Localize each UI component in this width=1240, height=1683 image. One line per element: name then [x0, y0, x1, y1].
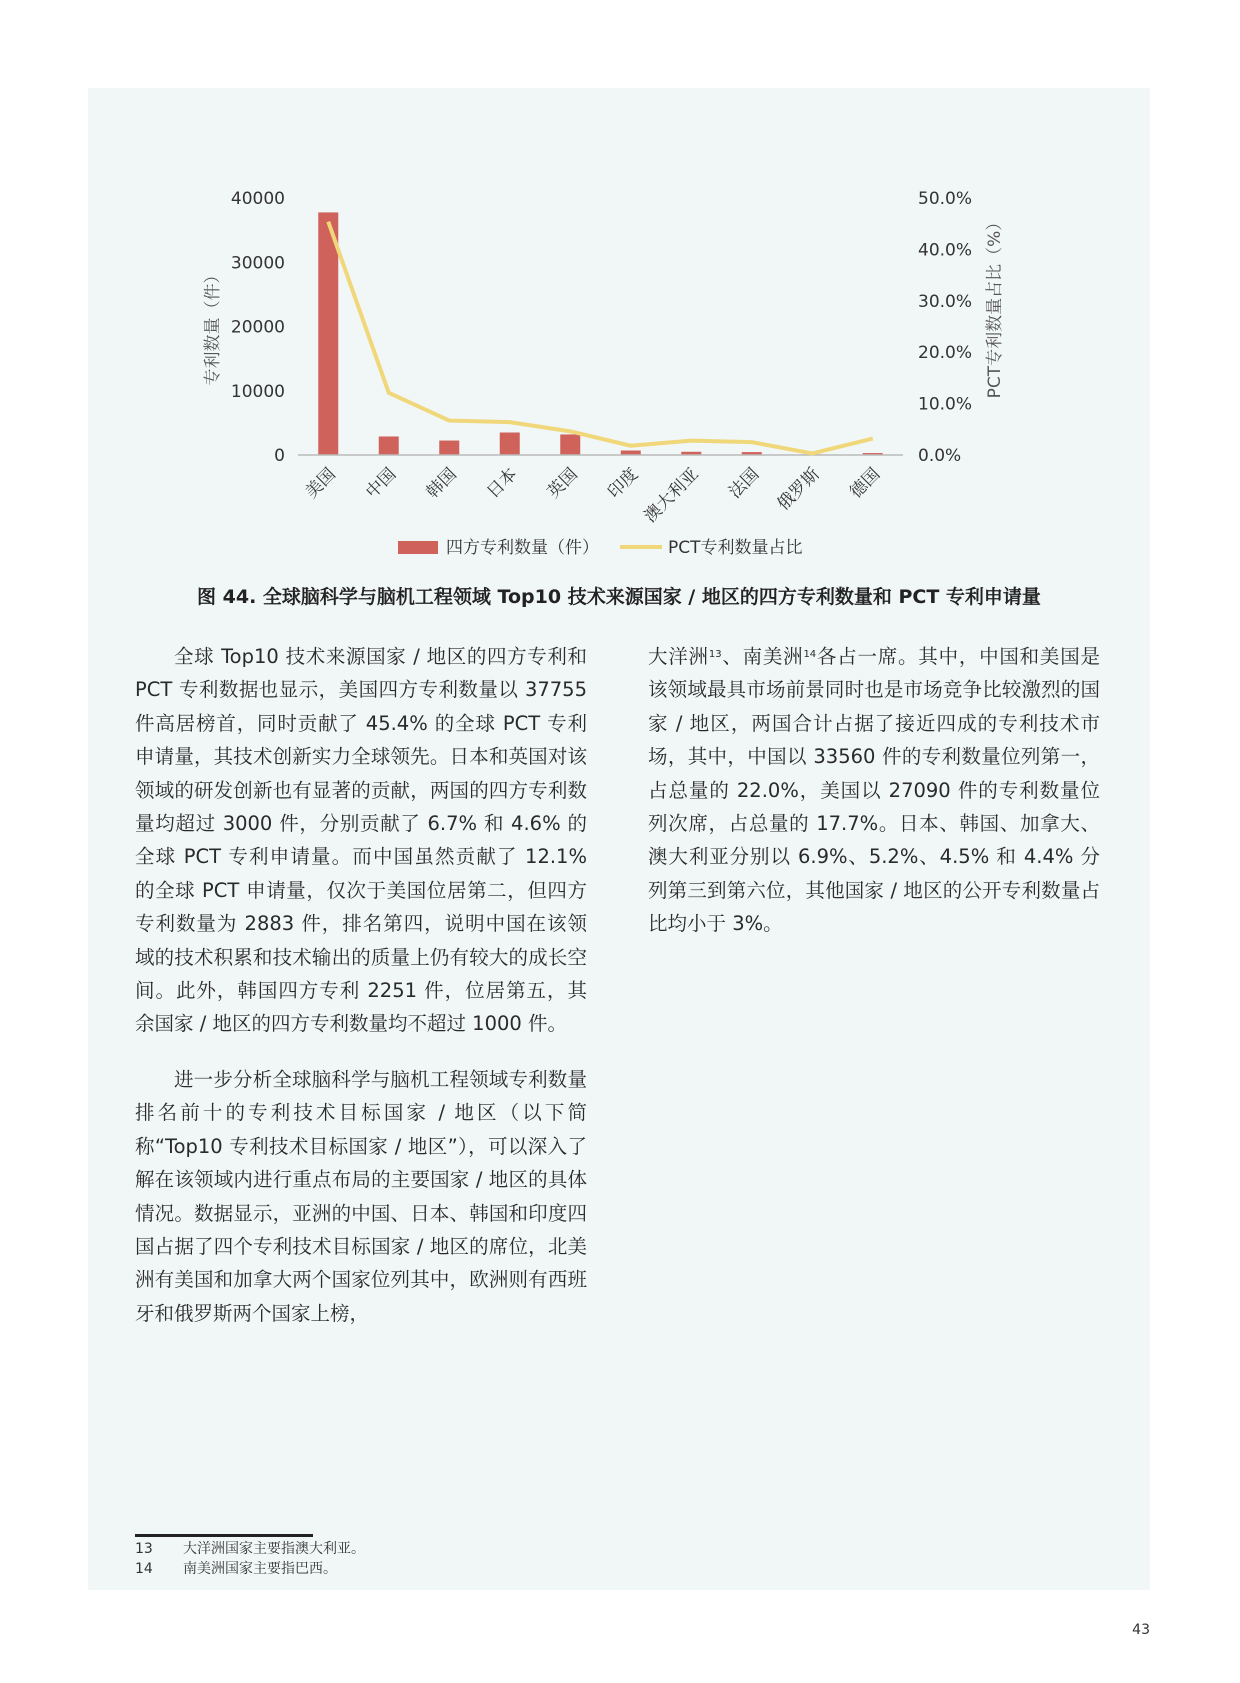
bar [500, 433, 520, 455]
x-tick-label: 美国 [301, 464, 340, 503]
pct-line [328, 222, 873, 454]
y-tick-label: 30000 [230, 253, 285, 274]
x-tick-label: 德国 [846, 464, 885, 503]
y-right-tick-label: 50.0% [918, 189, 973, 209]
x-tick-label: 法国 [725, 464, 764, 503]
y-right-tick-label: 20.0% [918, 343, 973, 364]
y-right-tick-label: 0.0% [918, 446, 962, 466]
footnote-text: 南美洲国家主要指巴西。 [183, 1561, 337, 1577]
y-tick-label: 20000 [230, 317, 285, 338]
left-paragraph-1: 全球 Top10 技术来源国家 / 地区的四方专利和 PCT 专利数据也显示，美国四方专利数量以 37755 件高居榜首，同时贡献了 45.4% 的全球 PCT 专利申请量，其技术创新实力全球领先。日本和英国对该领域的研发创新也有显著的贡献，两国的四方专利数量均超过 3000 件，分别贡献了 6.7% 和 4.6% 的全球 PCT 专利申请量。而中国虽然贡献了 12.1% 的全球 PCT 申请量，仅次于美国位居第二，但四方专利数量为 2883 件，排名第四，说明中国在该领域的技术积累和技术输出的质量上仍有较大的成长空间。此外，韩国四方专利 2251 件，位居第五，其余国家 / 地区的四方专利数量均不超过 1000 件。 [135, 645, 587, 1036]
footnote-divider [135, 1534, 313, 1537]
right-text-c: 各占一席。其中，中国和美国是该领域最具市场前景同时也是市场竞争比较激烈的国家 / 地区，两国合计占据了接近四成的专利技术市场，其中，中国以 33560 件的专利数量位列第一，占总量的 22.0%，美国以 27090 件的专利数量位列次席，占总量的 17.7%。日本、韩国、加拿大、澳大利亚分别以 6.9%、5.2%、4.5% 和 4.4% 分列第三到第六位，其他国家 / 地区的公开专利数量占比均小于 3%。 [648, 645, 1100, 936]
legend-line-label: PCT专利数量占比 [668, 538, 803, 558]
y-right-tick-label: 30.0% [918, 291, 973, 312]
right-column [648, 640, 1100, 941]
right-text-b: 、南美洲 [721, 645, 804, 668]
footnote-13 [135, 1538, 365, 1558]
x-tick-label: 中国 [362, 464, 401, 503]
bar [439, 441, 459, 455]
x-tick-label: 英国 [543, 464, 582, 503]
x-tick-label: 俄罗斯 [773, 464, 824, 515]
footnote-number: 13 [135, 1541, 153, 1557]
patent-chart [0, 0, 1240, 580]
footnote-14 [135, 1558, 337, 1578]
bar [560, 434, 580, 455]
footnote-ref-14[interactable]: 14 [803, 649, 817, 660]
legend-bar-label: 四方专利数量（件） [446, 538, 599, 558]
x-tick-label: 印度 [604, 464, 643, 503]
y-right-tick-label: 40.0% [918, 240, 973, 261]
x-tick-label: 澳大利亚 [640, 464, 703, 527]
left-paragraph-2: 进一步分析全球脑科学与脑机工程领域专利数量排名前十的专利技术目标国家 / 地区（以下简称“Top10 专利技术目标国家 / 地区”），可以深入了解在该领域内进行重点布局的主要国家 / 地区的具体情况。数据显示，亚洲的中国、日本、韩国和印度四国占据了四个专利技术目标国家 / 地区的席位，北美洲有美国和加拿大两个国家位列其中，欧洲则有西班牙和俄罗斯两个国家上榜， [135, 1067, 587, 1325]
right-paragraph [648, 640, 1100, 941]
y-tick-label: 40000 [230, 189, 285, 209]
right-text-a: 大洋洲 [648, 645, 709, 668]
x-tick-label: 韩国 [422, 464, 461, 503]
y-tick-label: 10000 [230, 381, 285, 402]
page-number: 43 [1132, 1622, 1150, 1638]
bar [379, 436, 399, 455]
y-axis-title: 专利数量（件） [203, 266, 223, 386]
legend-bar-swatch [398, 541, 438, 554]
y-right-axis-title: PCT专利数量占比（%） [985, 213, 1005, 399]
figure-caption: 图 44. 全球脑科学与脑机工程领域 Top10 技术来源国家 / 地区的四方专利数量和 PCT 专利申请量 [197, 586, 1041, 608]
x-tick-label: 日本 [483, 464, 522, 503]
bar [318, 212, 338, 455]
footnote-text: 大洋洲国家主要指澳大利亚。 [183, 1541, 365, 1557]
footnote-ref-13[interactable]: 13 [708, 649, 722, 660]
y-tick-label: 0 [274, 446, 285, 466]
footnote-number: 14 [135, 1561, 153, 1577]
left-column [135, 640, 587, 1330]
y-right-tick-label: 10.0% [918, 394, 973, 415]
